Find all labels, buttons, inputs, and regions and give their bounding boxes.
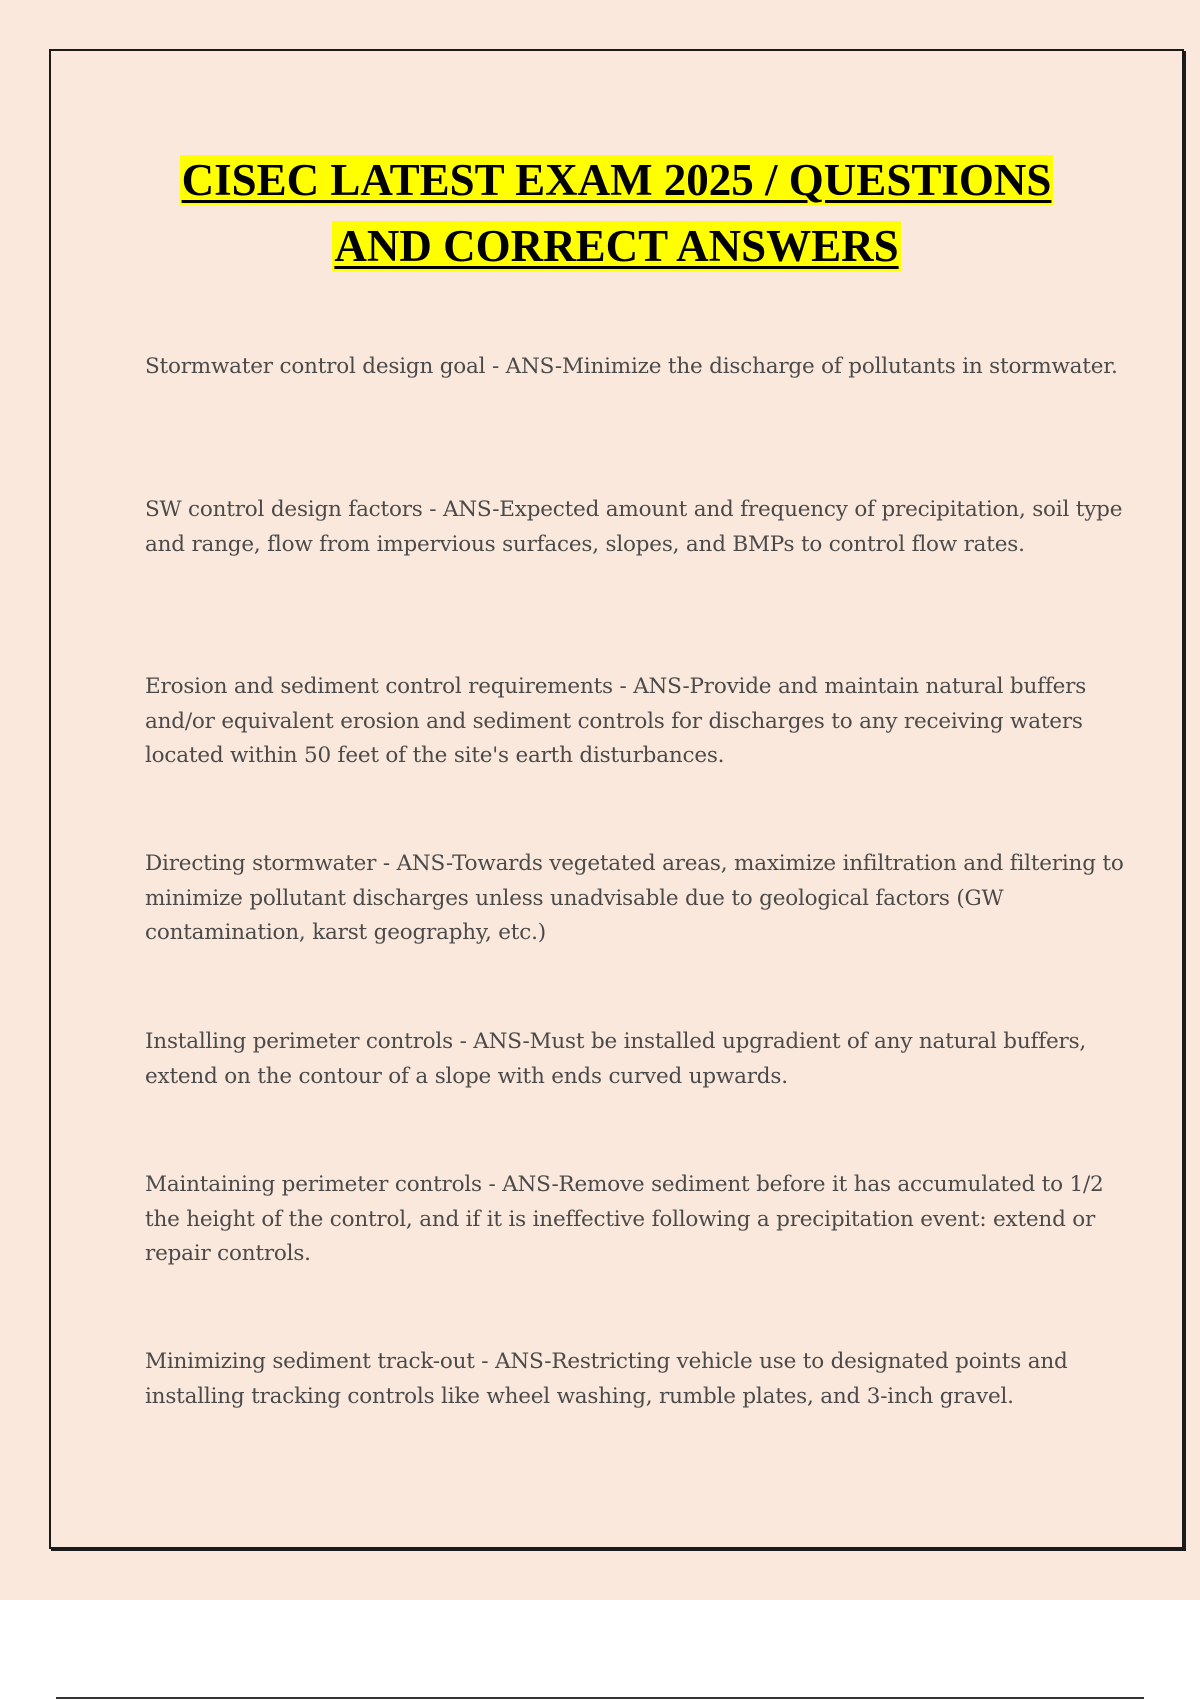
qa-entry-3: Erosion and sediment control requirements - ANS-Provide and maintain natural buffers and/or equivalent erosion and sediment controls for discharges to any receiving waters located within 50 feet of the site's earth disturbances. (145, 674, 1087, 768)
qa-entry-4: Directing stormwater - ANS-Towards vegetated areas, maximize infiltration and filtering to minimize pollutant discharges unless unadvisable due to geological factors (GW contamination, karst geography, etc.) (145, 851, 1124, 945)
title-line-1: CISEC LATEST EXAM 2025 / QUESTIONS (181, 155, 1052, 205)
document-title (51, 147, 1182, 279)
document-page (49, 49, 1184, 1549)
qa-entry-2: SW control design factors - ANS-Expected amount and frequency of precipitation, soil type and range, flow from impervious surfaces, slopes, and BMPs to control flow rates. (145, 497, 1123, 557)
qa-entry-1: Stormwater control design goal - ANS-Minimize the discharge of pollutants in stormwater. (145, 354, 1118, 379)
qa-entry-6: Maintaining perimeter controls - ANS-Remove sediment before it has accumulated to 1/2 the height of the control, and if it is ineffective following a precipitation event: extend or repair controls. (145, 1172, 1104, 1266)
page-divider (56, 1697, 1144, 1699)
title-line-2: AND CORRECT ANSWERS (334, 221, 899, 271)
qa-entry-5: Installing perimeter controls - ANS-Must be installed upgradient of any natural buffers, extend on the contour of a slope with ends curved upwards. (145, 1029, 1087, 1089)
qa-entry-7: Minimizing sediment track-out - ANS-Restricting vehicle use to designated points and installing tracking controls like wheel washing, rumble plates, and 3-inch gravel. (145, 1349, 1068, 1409)
